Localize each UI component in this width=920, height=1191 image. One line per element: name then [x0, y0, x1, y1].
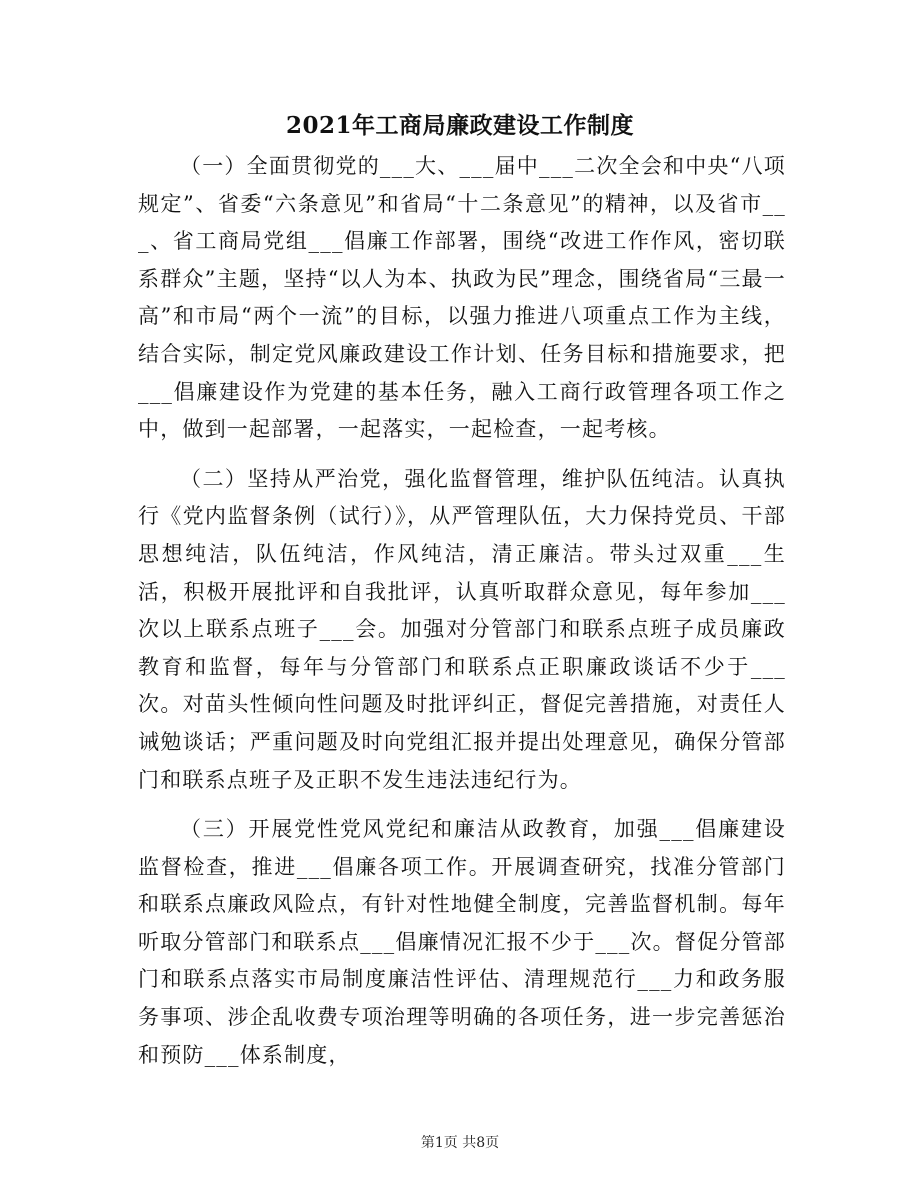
document-title: 2021年工商局廉政建设工作制度 — [285, 112, 634, 139]
paragraph-1: （一）全面贯彻党的___大、___届中___二次全会和中央“八项规定”、省委“六条意见”和省局“十二条意见”的精神，以及省市___、省工商局党组___倡廉工作部署，围绕“改进工作作风，密切联系群众”主题，坚持“以人为本、执政为民”理念，围绕省局“三最一高”和市局“两个一流”的目标，以强力推进八项重点工作为主线，结合实际，制定党风廉政建设工作计划、任务目标和措施要求，把___倡廉建设作为党建的基本任务，融入工商行政管理各项工作之中，做到一起部署，一起落实，一起检查，一起考核。 — [138, 154, 786, 442]
paragraph-3: （三）开展党性党风党纪和廉洁从政教育，加强___倡廉建设监督检查，推进___倡廉各项工作。开展调查研究，找准分管部门和联系点廉政风险点，有针对性地健全制度，完善监督机制。每年听取分管部门和联系点___倡廉情况汇报不少于___次。督促分管部门和联系点落实市局制度廉洁性评估、清理规范行___力和政务服务事项、涉企乱收费专项治理等明确的各项任务，进一步完善惩治和预防___体系制度， — [138, 817, 786, 1067]
page-number: 第1页 共8页 — [420, 1135, 500, 1151]
paragraph-2: （二）坚持从严治党，强化监督管理，维护队伍纯洁。认真执行《党内监督条例（试行）》，从严管理队伍，大力保持党员、干部思想纯洁，队伍纯洁，作风纯洁，清正廉洁。带头过双重___生活，积极开展批评和自我批评，认真听取群众意见，每年参加___次以上联系点班子___会。加强对分管部门和联系点班子成员廉政教育和监督，每年与分管部门和联系点正职廉政谈话不少于___次。对苗头性倾向性问题及时批评纠正，督促完善措施，对责任人诫勉谈话；严重问题及时向党组汇报并提出处理意见，确保分管部门和联系点班子及正职不发生违法违纪行为。 — [138, 466, 786, 792]
document-body — [138, 148, 786, 1078]
